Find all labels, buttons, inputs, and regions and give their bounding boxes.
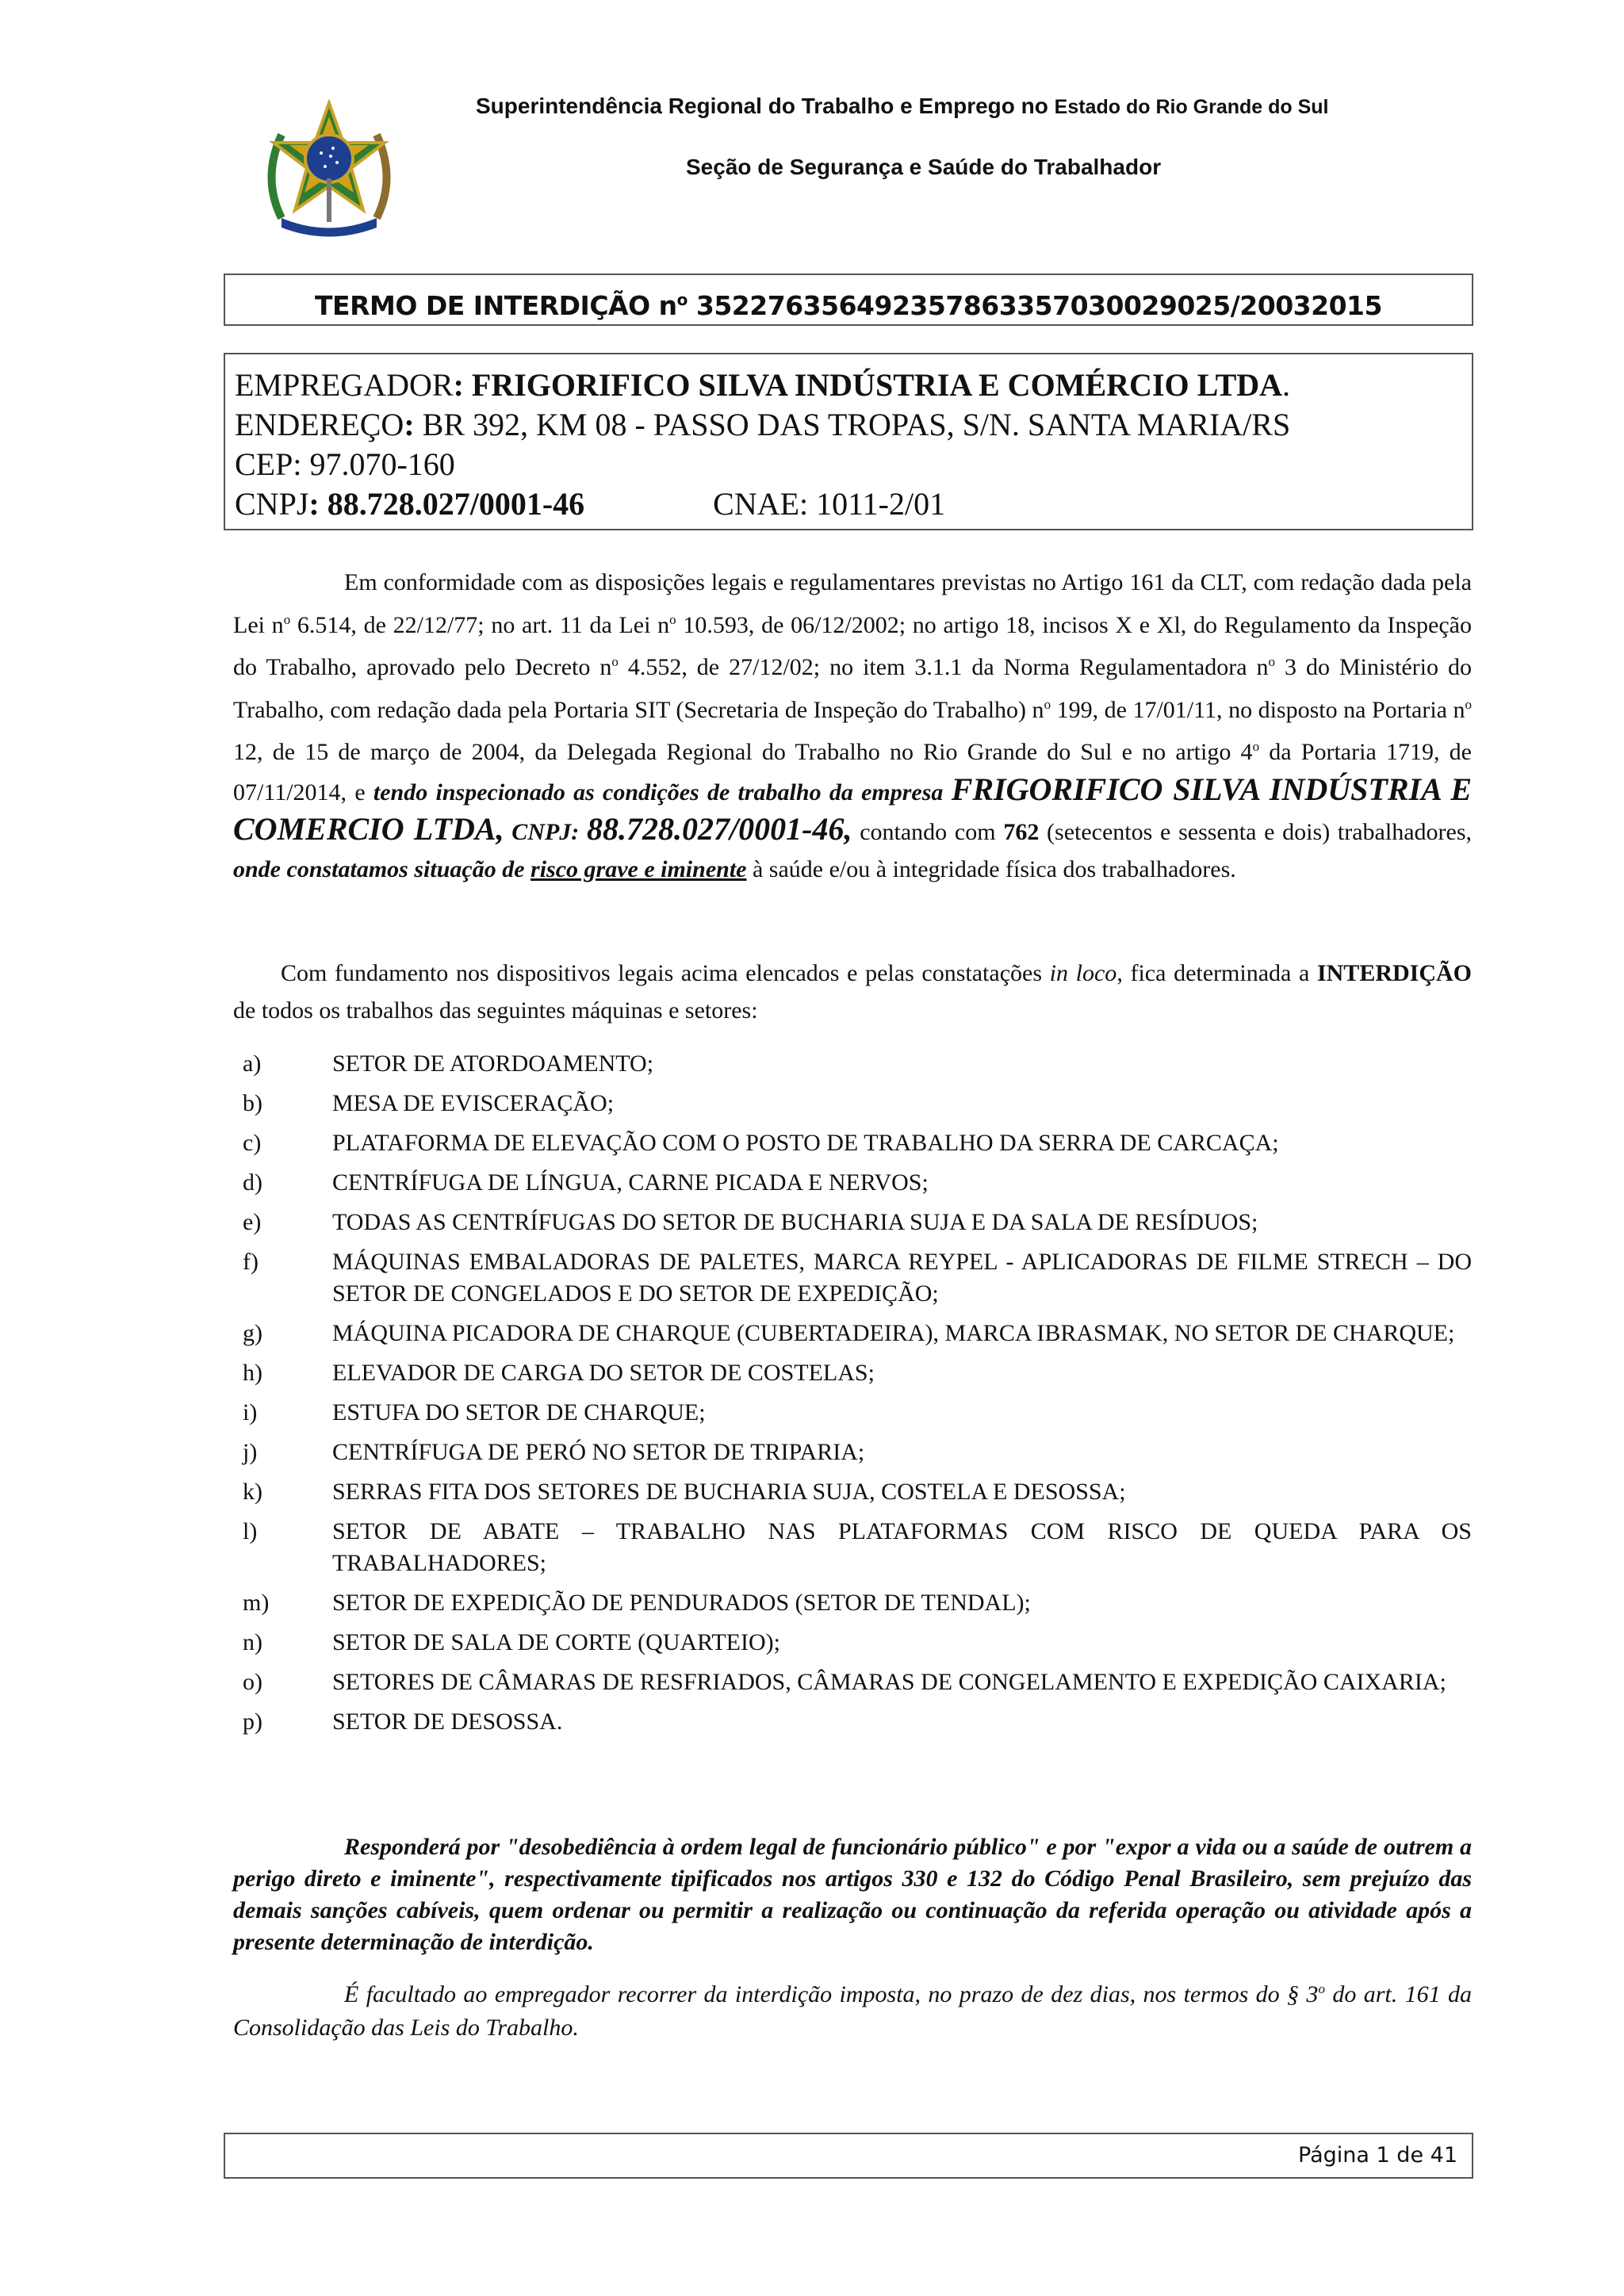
header-agency [476,94,1507,119]
list-item-text: SERRAS FITA DOS SETORES DE BUCHARIA SUJA, COSTELA E DESOSSA; [332,1479,1126,1505]
company-name: FRIGORIFICO SILVA INDÚSTRIA E COMERCIO LTDA, [233,771,1472,847]
list-item-letter: h) [243,1360,262,1386]
list-item-letter: l) [243,1518,258,1544]
header-section: Seção de Segurança e Saúde do Trabalhador [686,155,1162,179]
cnpj-label: CNPJ [235,486,309,522]
list-item [233,1706,1472,1738]
cnpj-value: 88.728.027/0001-46 [319,486,585,522]
header-agency-state: Estado do Rio Grande do Sul [1054,96,1329,118]
list-item-text: CENTRÍFUGA DE PERÓ NO SETOR DE TRIPARIA; [332,1439,865,1465]
term-sup: o [676,290,688,309]
brazil-coat-of-arms-icon [258,99,400,242]
cep-row: CEP: 97.070-160 [235,446,455,482]
term-label: TERMO DE INTERDIÇÃO n [315,290,677,321]
list-item-text: MESA DE EVISCERAÇÃO; [332,1090,615,1116]
list-item-text: SETOR DE EXPEDIÇÃO DE PENDURADOS (SETOR DE TENDAL); [332,1590,1031,1616]
list-item-text: MÁQUINA PICADORA DE CHARQUE (CUBERTADEIRA), MARCA IBRASMAK, NO SETOR DE CHARQUE; [332,1320,1455,1346]
cnpj-row: CNPJ: 88.728.027/0001-46 CNAE: 1011-2/01 [235,484,1472,524]
list-item-letter: k) [243,1479,262,1505]
employer-value: FRIGORIFICO SILVA INDÚSTRIA E COMÉRCIO LTDA [463,367,1283,403]
list-item-letter: o) [243,1669,262,1695]
list-item-text: ELEVADOR DE CARGA DO SETOR DE COSTELAS; [332,1360,875,1386]
list-item [233,1207,1472,1238]
address-value: BR 392, KM 08 - PASSO DAS TROPAS, S/N. SANTA MARIA/RS [414,407,1291,442]
list-item-text: TODAS AS CENTRÍFUGAS DO SETOR DE BUCHARIA SUJA E DA SALA DE RESÍDUOS; [332,1209,1258,1235]
employer-box [224,353,1473,530]
list-item [233,1627,1472,1659]
list-item [233,1048,1472,1080]
list-item [233,1667,1472,1698]
list-item-letter: n) [243,1629,262,1655]
list-item-letter: g) [243,1320,262,1346]
address-label: ENDEREÇO [235,407,404,442]
list-item [233,1397,1472,1429]
paragraph-interdiction: Com fundamento nos dispositivos legais acima elencados e pelas constatações in loco, fica determinada a INTERDIÇÃO de todos os trabalhos das seguintes máquinas e setores: [233,960,1472,1024]
term-number: 352276356492357863357030029025/20032015 [695,290,1382,321]
interdiction-list [233,1048,1472,1746]
employer-label: EMPREGADOR [235,367,454,403]
header-agency-main: Superintendência Regional do Trabalho e Emprego no [476,94,1048,118]
workers-count: 762 [1003,819,1040,845]
term-title [224,274,1473,326]
list-item-letter: m) [243,1590,270,1616]
list-item-text: PLATAFORMA DE ELEVAÇÃO COM O POSTO DE TRABALHO DA SERRA DE CARCAÇA; [332,1130,1279,1156]
list-item [233,1587,1472,1619]
list-item-letter: d) [243,1169,262,1196]
list-item [233,1437,1472,1468]
page-footer [224,2133,1473,2179]
list-item-letter: a) [243,1050,262,1077]
list-item-letter: b) [243,1090,262,1116]
list-item-letter: j) [243,1439,258,1465]
page-number: Página 1 de 41 [1298,2143,1457,2168]
paragraph-appeal: É facultado ao empregador recorrer da interdição imposta, no prazo de dez dias, nos termos do § 3$^o$ do art. 161 da Consolidação das Leis do Trabalho. [233,1981,1473,2041]
list-item [233,1476,1472,1508]
list-item-text: MÁQUINAS EMBALADORAS DE PALETES, MARCA REYPEL - APLICADORAS DE FILME STRECH – DO SETOR DE CONGELADOS E DO SETOR DE EXPEDIÇÃO; [332,1249,1472,1307]
list-item-text: SETOR DE DESOSSA. [332,1709,563,1735]
list-item-text: SETOR DE SALA DE CORTE (QUARTEIO); [332,1629,780,1655]
list-item-text: ESTUFA DO SETOR DE CHARQUE; [332,1399,706,1425]
employer-row: EMPREGADOR: FRIGORIFICO SILVA INDÚSTRIA E COMÉRCIO LTDA. [235,367,1291,403]
list-item-text: CENTRÍFUGA DE LÍNGUA, CARNE PICADA E NERVOS; [332,1169,929,1196]
cnae-value: CNAE: 1011-2/01 [713,486,946,522]
list-item-text: SETOR DE ABATE – TRABALHO NAS PLATAFORMAS COM RISCO DE QUEDA PARA OS TRABALHADORES; [332,1518,1472,1576]
list-item [233,1318,1472,1349]
company-cnpj: 88.728.027/0001-46, [587,811,852,847]
list-item-text: SETORES DE CÂMARAS DE RESFRIADOS, CÂMARAS DE CONGELAMENTO E EXPEDIÇÃO CAIXARIA; [332,1669,1446,1695]
list-item-letter: i) [243,1399,258,1425]
list-item-letter: c) [243,1130,262,1156]
list-item [233,1167,1472,1199]
risk-phrase: risco grave e iminente [530,855,747,882]
address-row: ENDEREÇO: BR 392, KM 08 - PASSO DAS TROPAS, S/N. SANTA MARIA/RS [235,407,1291,442]
list-item [233,1516,1472,1579]
list-item [233,1246,1472,1310]
list-item-letter: e) [243,1209,262,1235]
list-item [233,1357,1472,1389]
list-item [233,1088,1472,1119]
paragraph-warning: Responderá por "desobediência à ordem legal de funcionário público" e por "expor a vida ou a saúde de outrem a perigo direto e iminente", respectivamente tipificados nos artigos 330 e 132 do Código Penal Brasileiro, sem prejuízo das demais sanções cabíveis, quem ordenar ou permitir a realização ou continuação da referida operação ou atividade após a presente determinação de interdição. [233,1834,1472,1955]
list-item [233,1127,1472,1159]
paragraph-legal-basis: Em conformidade com as disposições legais e regulamentares previstas no Artigo 161 da CLT, com redação dada pela Lei $n^o$ 6.514, de 22/12/77; no art. 11 da Lei $n^o$ 10.593, de 06/12/2002; no artigo 18, incisos X e Xl, do Regulamento da Inspeção do Trabalho, aprovado pelo Decreto $n^o$ 4.552, de 27/12/02; no item 3.1.1 da Norma Regulamentadora $n^o$ 3 do Ministério do Trabalho, com redação dada pela Portaria SIT (Secretaria de Inspeção do Trabalho) $n^o$ 199, de 17/01/11, no disposto na Portaria $n^o$ 12, de 15 de março de 2004, da Delegada Regional do Trabalho no Rio Grande do Sul e no artigo 4$^o$ da Portaria 1719, de 07/11/2014, e tendo inspecionado as condições de trabalho da empresa FRIGORIFICO SILVA INDÚSTRIA E COMERCIO LTDA, CNPJ: 88.728.027/0001-46, contando com 762 (setecentos e sessenta e dois) trabalhadores, onde constatamos situação de risco grave e iminente à saúde e/ou à integridade física dos trabalhadores. [233,569,1473,882]
list-item-text: SETOR DE ATORDOAMENTO; [332,1050,654,1077]
list-item-letter: p) [243,1709,262,1735]
list-item-letter: f) [243,1249,259,1275]
